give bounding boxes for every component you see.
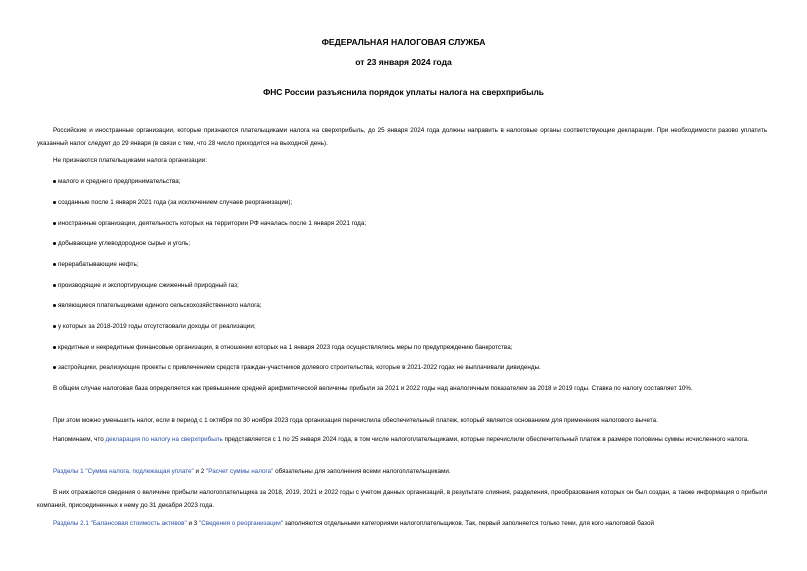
list-item: добывающие углеводородное сырье и уголь; [53,240,190,247]
list-item: перерабатывающие нефть; [53,261,139,268]
list-item: малого и среднего предпринимательства; [53,178,181,185]
bullet-icon [53,366,56,369]
not-payers-heading: Не признаются плательщиками налога организации: [53,157,208,164]
required-sections-paragraph: Разделы 1 "Сумма налога, подлежащая уплате" и 2 "Расчет суммы налога" обязательны для заполнения всеми налогоплательщиками. [53,468,451,475]
section-3-link[interactable]: "Сведения о реорганизации" [199,520,283,527]
list-item: кредитные и некредитные финансовые организации, в отношении которых на 1 января 2023 года осуществлялись меры по предупреждению банкротства; [53,344,512,351]
bullet-icon [53,304,56,307]
list-item: у которых за 2018-2019 годы отсутствовали доходы от реализации; [53,323,256,330]
other-sections-paragraph: Разделы 2.1 "Балансовая стоимость активов" и 3 "Сведения о реорганизации" заполняются отдельными категориями налогоплательщиков. Так, первый заполняется только теми, для кого налоговой базой [53,520,654,527]
bullet-icon [53,180,56,183]
section-1-link[interactable]: Разделы 1 "Сумма налога, подлежащая уплате" [53,468,194,475]
document-date: от 23 января 2024 года [355,57,452,67]
intro-paragraph: Российские и иностранные организации, которые признаются плательщиками налога на сверхприбыль, до 25 января 2024 года должны направить в налоговые органы соответствующие декларации. При необходимости разово уплатить указанный налог следует до 29 января (в связи с тем, что 28 число приходится на выходной день). [37,127,767,147]
tax-base-paragraph: В общем случае налоговая база определяется как превышение средней арифметической величины прибыли за 2021 и 2022 годы над аналогичным показателем за 2018 и 2019 годы. Ставка по налогу составляет 10%. [53,385,693,392]
bullet-icon [53,284,56,287]
page-title: ФНС России разъяснила порядок уплаты налога на сверхприбыль [263,87,544,97]
bullet-icon [53,263,56,266]
list-item: застройщики, реализующие проекты с привлечением средств граждан-участников долевого строительства, которые в 2021-2022 годах не выплачивали дивиденды. [53,364,541,371]
list-item: производящие и экспортирующие сжиженный природный газ; [53,282,239,289]
list-item: иностранные организации, деятельность которых на территории РФ началась после 1 января 2021 года; [53,220,366,227]
bullet-icon [53,346,56,349]
section-2-1-link[interactable]: Разделы 2.1 "Балансовая стоимость активов" [53,520,187,527]
tax-reduction-paragraph: При этом можно уменьшить налог, если в период с 1 октября по 30 ноября 2023 года организация перечислила обеспечительный платеж, который является основанием для применения налогового вычета. [53,417,658,424]
declaration-reminder-paragraph: Напоминаем, что декларация по налогу на сверхприбыль представляется с 1 по 25 января 2024 года, в том числе налогоплательщиками, которые перечислили обеспечительный платеж в размере половины суммы исчисленного налога. [53,436,749,443]
bullet-icon [53,201,56,204]
list-item: созданные после 1 января 2021 года (за исключением случаев реорганизации); [53,199,292,206]
bullet-icon [53,242,56,245]
list-item: являющиеся плательщиками единого сельскохозяйственного налога; [53,302,262,309]
agency-name: ФЕДЕРАЛЬНАЯ НАЛОГОВАЯ СЛУЖБА [321,37,486,47]
declaration-link[interactable]: декларация по налогу на сверхприбыль [105,436,223,443]
bullet-icon [53,222,56,225]
sections-info-paragraph: В них отражаются сведения о величине прибыли налогоплательщика за 2018, 2019, 2021 и 2022 годы с учетом данных организаций, в результате слияния, разделения, преобразования которых он был создан, а также информация о прибыли компаний, присоединенных к нему до 31 декабря 2023 года. [37,489,767,509]
bullet-icon [53,325,56,328]
section-2-link[interactable]: "Расчет суммы налога" [206,468,274,475]
